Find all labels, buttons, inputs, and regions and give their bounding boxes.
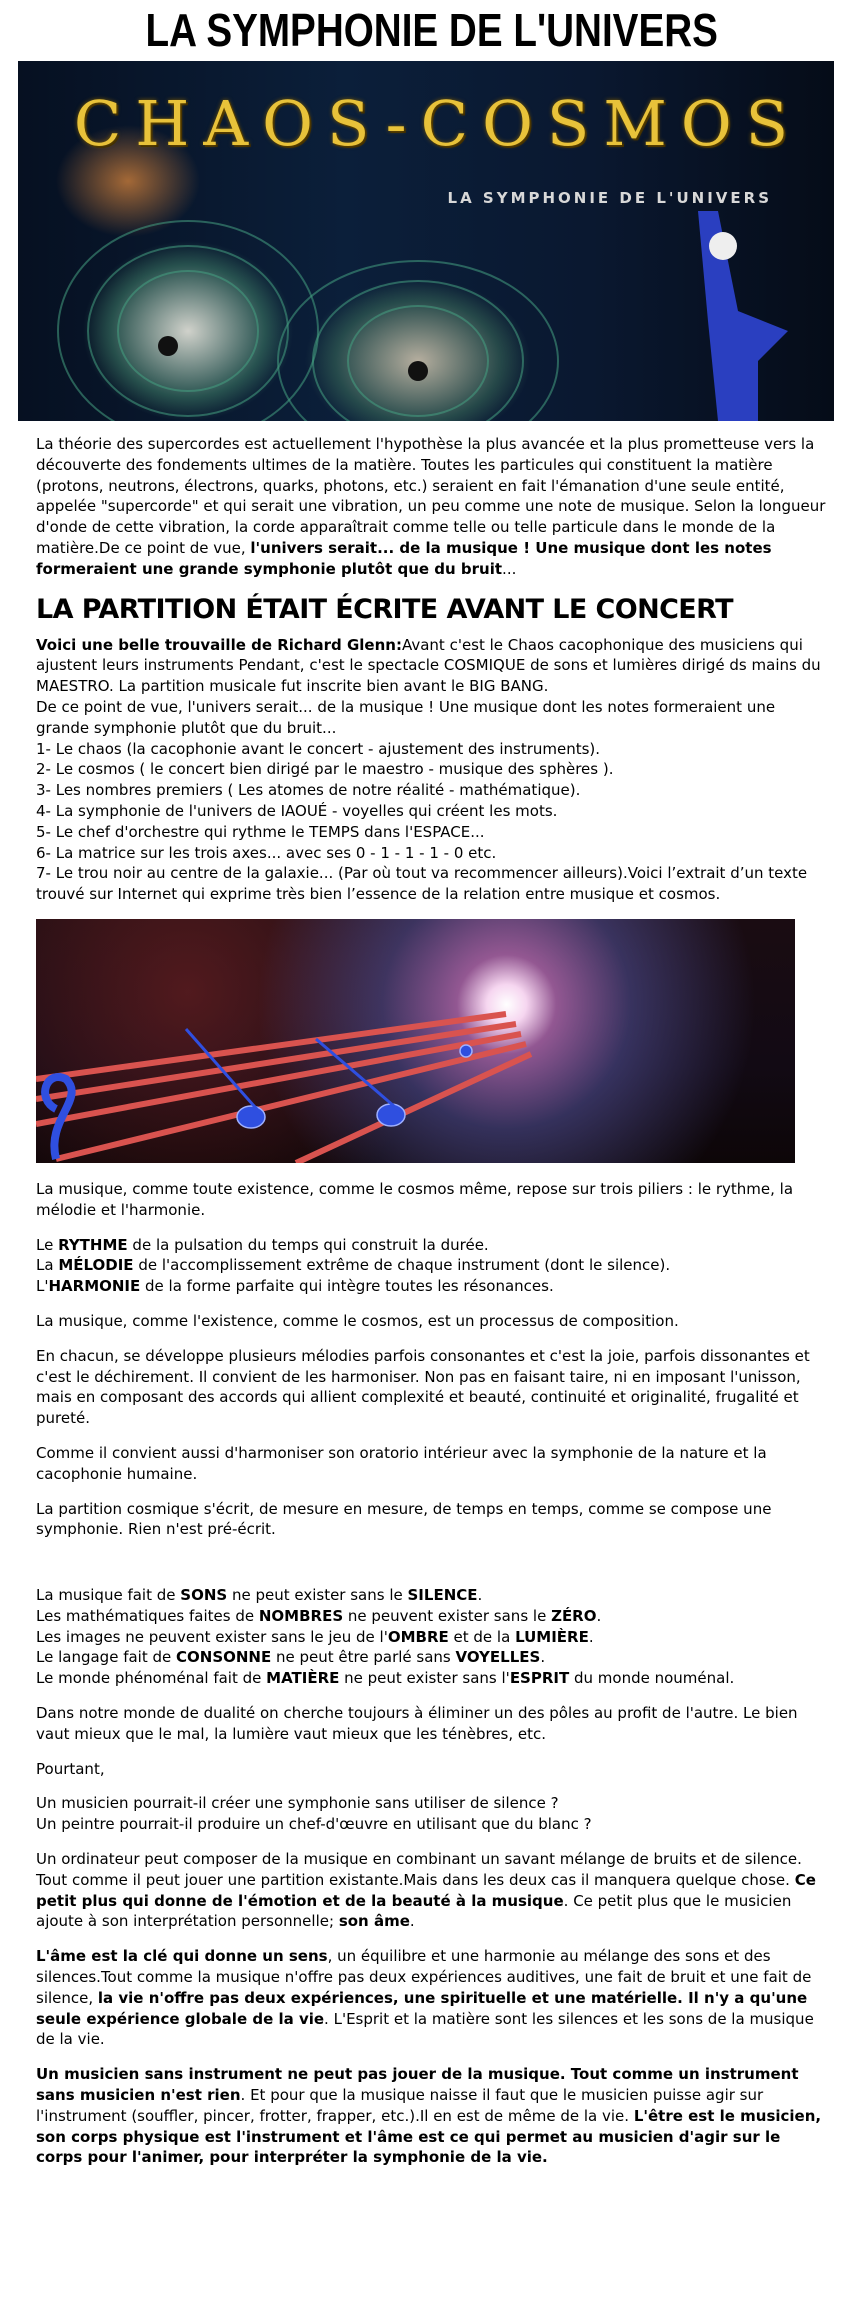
page-title: LA SYMPHONIE DE L'UNIVERS (145, 4, 718, 56)
paragraph (36, 1346, 831, 1429)
paragraph (36, 1179, 831, 1221)
article-body (36, 434, 831, 2182)
text: Le langage fait de (36, 1648, 176, 1667)
text: La théorie des supercordes est actuellement l'hypothèse la plus avancée et la plus prometteuse vers la découverte des fondements ultimes de la matière. Toutes les particules qui constituent la matière (protons, neutrons, électrons, quarks, photons, etc.) seraient en fait l'émanation d'une seule entité, appelée "supercorde" et qui serait une vibration, un peu comme une note de musique. Selon la longueur d'onde de cette vibration, la corde apparaîtrait comme telle ou telle particule dans le monde de la matière.De ce point de vue, (36, 435, 826, 557)
paragraph (36, 1946, 831, 2050)
bold-text: SILENCE (407, 1586, 478, 1605)
text: La musique fait de (36, 1586, 181, 1605)
text: Un ordinateur peut composer de la musique en combinant un savant mélange de bruits et de silence. Tout comme il peut jouer une partition existante.Mais dans les deux cas il manquera quelque chose. (36, 1850, 802, 1889)
bold-text: NOMBRES (258, 1606, 344, 1625)
paragraph (36, 1443, 831, 1485)
section-intro-paragraph (36, 635, 831, 905)
paragraph (36, 1499, 831, 1541)
staff-lines (36, 1014, 531, 1163)
bold-text: OMBRE (387, 1627, 449, 1646)
music-cosmos-image (36, 919, 795, 1163)
banner-subtitle: LA SYMPHONIE DE L'UNIVERS (447, 189, 772, 207)
bold-text: Voici une belle trouvaille de Richard Glenn: (36, 635, 402, 654)
text: 4- La symphonie de l'univers de IAOUÉ - voyelles qui créent les mots. (36, 801, 558, 820)
text: ne peut exister sans l' (339, 1669, 510, 1688)
bold-text: Ce petit plus qui donne de l'émotion et de la beauté à la musique (36, 1870, 816, 1910)
text: 6- La matrice sur les trois axes... avec ses 0 - 1 - 1 - 1 - 0 etc. (36, 843, 497, 862)
bold-text: MÉLODIE (58, 1256, 134, 1275)
text: de la forme parfaite qui intègre toutes les résonances. (140, 1277, 554, 1296)
text: Le (36, 1235, 59, 1254)
text: De ce point de vue, l'univers serait... de la musique ! Une musique dont les notes formeraient une grande symphonie plutôt que du bruit... (36, 697, 776, 737)
bold-text: ZÉRO (551, 1606, 597, 1625)
bold-text: ESPRIT (509, 1669, 570, 1688)
text: de la pulsation du temps qui construit la durée. (127, 1235, 489, 1254)
bold-text: LUMIÈRE (515, 1627, 589, 1646)
text: La partition cosmique s'écrit, de mesure en mesure, de temps en temps, comme se compose une symphonie. Rien n'est pré-écrit. (36, 1499, 772, 1539)
text: et de la (448, 1627, 516, 1646)
text: Dans notre monde de dualité on cherche toujours à éliminer un des pôles au profit de l'autre. Le bien vaut mieux que le mal, la lumière vaut mieux que les ténèbres, etc. (36, 1704, 798, 1743)
paragraph (36, 1759, 831, 1780)
black-hole (408, 361, 428, 381)
bold-text: Un musicien sans instrument ne peut pas jouer de la musique. Tout comme un instrument sans musicien n'est rien (36, 2065, 799, 2105)
intro-paragraph (36, 434, 831, 580)
text: ne peut être parlé sans (271, 1648, 456, 1667)
text: . Et pour que la musique naisse il faut que le musicien puisse agir sur l'instrument (souffler, pincer, frotter, frapper, etc.).Il en est de même de la vie. (36, 2086, 764, 2125)
bold-text: son âme (338, 1912, 410, 1931)
text: Un musicien pourrait-il créer une symphonie sans utiliser de silence ? (36, 1794, 559, 1813)
text: . (596, 1606, 602, 1625)
text: Les images ne peuvent exister sans le jeu de l' (36, 1627, 388, 1646)
galaxy-swirl (58, 221, 558, 421)
text: Pourtant, (36, 1759, 105, 1778)
black-hole (158, 336, 178, 356)
text: La musique, comme toute existence, comme le cosmos même, repose sur trois piliers : le rythme, la mélodie et l'harmonie. (36, 1179, 794, 1219)
text: 3- Les nombres premiers ( Les atomes de notre réalité - mathématique). (36, 781, 581, 800)
text: ne peuvent exister sans le (343, 1606, 552, 1625)
text: 1- Le chaos (la cacophonie avant le concert - ajustement des instruments). (36, 739, 601, 758)
bold-text: l'univers serait... de la musique ! Une musique dont les notes formeraient une grande symphonie plutôt que du bruit (36, 538, 772, 578)
paragraph (36, 2064, 831, 2168)
paragraph (36, 1703, 831, 1745)
chaos-cosmos-banner-image (18, 61, 834, 421)
text: de l'accomplissement extrême de chaque instrument (dont le silence). (133, 1256, 671, 1275)
bold-text: SONS (180, 1586, 228, 1605)
text: 2- Le cosmos ( le concert bien dirigé par le maestro - musique des sphères ). (36, 760, 614, 779)
music-staff-artwork (36, 919, 795, 1163)
text: 5- Le chef d'orchestre qui rythme le TEMPS dans l'ESPACE... (36, 822, 485, 841)
text: Avant c'est le Chaos cacophonique des musiciens qui ajustent leurs instruments Pendant, c'est le spectacle COSMIQUE de sons et lumières dirigé ds mains du MAESTRO. La partition musicale fut inscrite bien avant le BIG BANG. (36, 635, 821, 696)
conductor-figure (698, 211, 788, 421)
paragraph (36, 1849, 831, 1932)
paragraph (36, 1793, 831, 1835)
text: Le monde phénoménal fait de (36, 1669, 267, 1688)
text: 7- Le trou noir au centre de la galaxie... (Par où tout va recommencer ailleurs).Voici l’extrait d’un texte trouvé sur Internet qui exprime très bien l’essence de la relation entre musique et cosmos. (36, 864, 808, 904)
bold-text: L'âme est la clé qui donne un sens (36, 1947, 328, 1966)
text: . (477, 1586, 483, 1605)
text: La (36, 1256, 59, 1275)
text: Comme il convient aussi d'harmoniser son oratorio intérieur avec la symphonie de la nature et la cacophonie humaine. (36, 1443, 767, 1483)
article-paragraphs (36, 1179, 831, 2168)
bold-text: RYTHME (58, 1235, 128, 1254)
paragraph (36, 1235, 831, 1297)
paragraph (36, 1311, 831, 1332)
section-heading: LA PARTITION ÉTAIT ÉCRITE AVANT LE CONCERT (36, 593, 733, 625)
text: La musique, comme l'existence, comme le cosmos, est un processus de composition. (36, 1311, 679, 1330)
text: ... (502, 559, 517, 578)
text: du monde nouménal. (569, 1669, 735, 1688)
text: En chacun, se développe plusieurs mélodies parfois consonantes et c'est la joie, parfois dissonantes et c'est le déchirement. Il convient de les harmoniser. Non pas en faisant taire, ni en imposant l'unisson, mais en composant des accords qui allient complexité et beauté, continuité et originalité, frugalité et pureté. (36, 1346, 810, 1428)
text: . L'Esprit et la matière sont les silences et les sons de la musique de la vie. (36, 2009, 814, 2049)
bold-text: CONSONNE (176, 1648, 272, 1667)
paragraph (36, 1585, 831, 1689)
text: , un équilibre et une harmonie au mélange des sons et des silences.Tout comme la musique n'offre pas deux expériences auditives, une fait de bruit et une fait de silence, (36, 1947, 812, 2007)
banner-logo: CHAOS-COSMOS (73, 87, 803, 160)
text: Un peintre pourrait-il produire un chef-d'œuvre en utilisant que du blanc ? (36, 1815, 592, 1834)
text: L' (36, 1277, 49, 1296)
bold-text: L'être est le musicien, son corps physique est l'instrument et l'âme est ce qui permet au musicien d'agir sur le corps pour l'animer, pour interpréter la symphonie de la vie. (36, 2106, 822, 2167)
bold-text: MATIÈRE (266, 1669, 340, 1688)
text: ne peut exister sans le (227, 1586, 408, 1605)
text: . (588, 1627, 594, 1646)
text: Les mathématiques faites de (36, 1606, 259, 1625)
text: . (540, 1648, 546, 1667)
bold-text: VOYELLES (455, 1648, 541, 1667)
text: . (409, 1912, 415, 1931)
bold-text: la vie n'offre pas deux expériences, une spirituelle et une matérielle. Il n'y a qu'une seule expérience globale de la vie (36, 1988, 808, 2028)
text: . Ce petit plus que le musicien ajoute à son interprétation personnelle; (36, 1891, 792, 1931)
bold-text: HARMONIE (48, 1277, 141, 1296)
